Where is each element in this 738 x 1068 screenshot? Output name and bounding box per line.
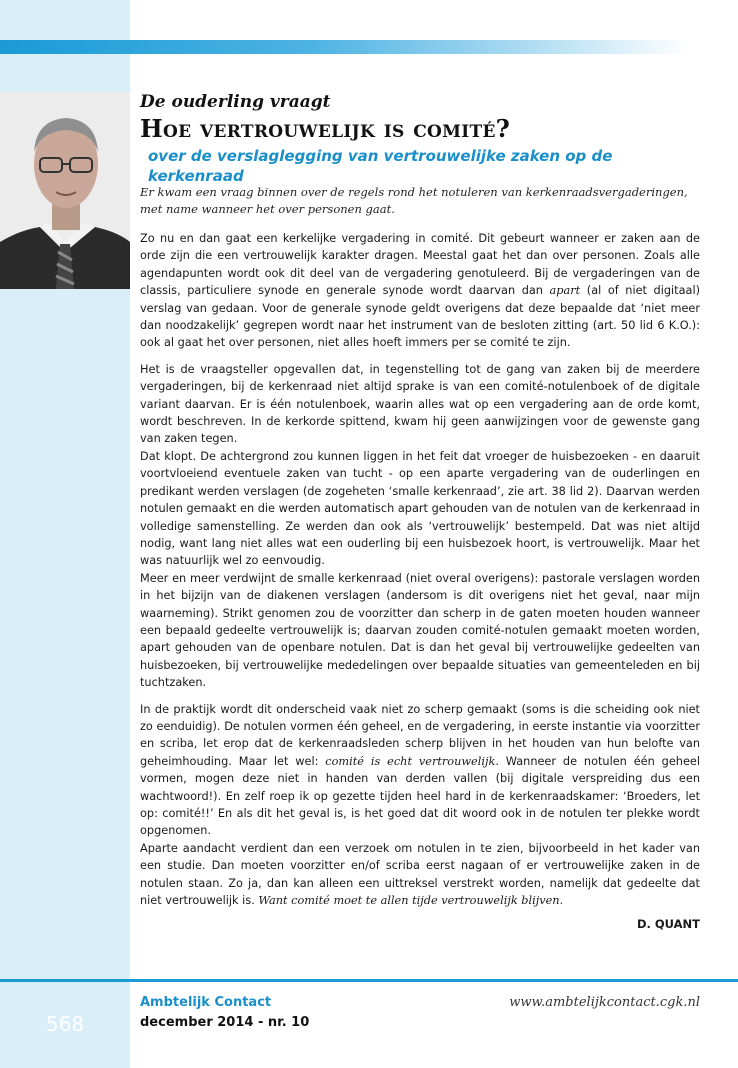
page-number: 568: [45, 1012, 85, 1036]
top-gradient-bar: [0, 40, 690, 54]
paragraph: Dat klopt. De achtergrond zou kunnen liggen in het feit dat vroeger de huisbezoeken - en daaruit voortvloeiend eventuele zaken van tucht - op een aparte vergadering van de ouderlingen en predikant werden verslagen (de zogeheten ‘smalle kerkenraad’, zie art. 38 lid 2). Daarvan werden notulen gemaakt en die werden automatisch apart gehouden van de notulen van de kerkenraad in volledige samenstelling. Ze werden dan ook als ‘vertrouwelijk’ bestempeld. Dat was niet altijd nodig, want lang niet alles wat een ouderling bij een huisbezoek hoort, is vertrouwelijk. Maar het was natuurlijk wel zo eenvoudig.: [140, 449, 700, 568]
paragraph: [140, 701, 700, 840]
paragraph: Meer en meer verdwijnt de smalle kerkenraad (niet overal overigens): pastorale verslagen worden in het bijzijn van de diakenen verslagen (andersom is dit overigens niet het geval, naar mijn waarneming). Strikt genomen zou de voorzitter dan scherp in de gaten moeten houden wanneer een bepaald gedeelte vertrouwelijk is; daarvan zouden comité-notulen gemaakt moeten worden, apart gehouden van de openbare notulen. Dat is dan het geval bij vertrouwelijke gedeelten van huisbezoeken, bij vertrouwelijke mededelingen over bepaalde situaties van gemeenteleden en bij tuchtzaken.: [140, 571, 700, 690]
paragraph: [140, 840, 700, 910]
author-photo: [0, 92, 130, 289]
article-subtitle: over de verslaglegging van vertrouwelijke zaken op de kerkenraad: [148, 147, 613, 185]
article-body: [140, 184, 700, 931]
section-kicker: De ouderling vraagt: [140, 92, 331, 112]
text-run: Aparte aandacht verdient dan een verzoek om notulen in te zien, bijvoorbeeld in het kader van een studie. Dan moeten voorzitter en/of scriba eerst nagaan of er vertrouwelijke zaken in de notulen staan. Zo ja, dan kan alleen een uittreksel verstrekt worden, namelijk dat gedeelte dat niet vertrouwelijk is.: [140, 841, 700, 908]
footer-divider: [0, 979, 738, 982]
paragraph: [140, 230, 700, 352]
text-run: In de praktijk wordt dit onderscheid vaak niet zo scherp gemaakt (soms is die scheiding ook niet zo eenduidig). De notulen vormen één geheel, en de vergadering, in eerste instantie via voorzitter en scriba, let erop dat de kerkenraadsleden scherp blijven in het houden van hun belofte van geheimhouding. Maar let wel:: [140, 702, 700, 768]
emphasis: apart: [549, 284, 581, 298]
website-link[interactable]: www.ambtelijkcontact.cgk.nl: [509, 995, 700, 1010]
footer-publication: [140, 994, 309, 1034]
text-run: (al of niet digitaal) verslag van gedaan. Voor de generale synode geldt overigens dat deze bepaalde dat ‘niet meer dan noodzakelijk’ gegrepen wordt naar het instrument van de besloten zitting (art. 50 lid 6 K.O.): ook al gaat het over personen, niet alles hoeft immers per se comité te zijn.: [140, 284, 700, 350]
paragraph: Het is de vraagsteller opgevallen dat, in tegenstelling tot de gang van zaken bij de meerdere vergaderingen, bij de kerkenraad niet altijd sprake is van een comité-notulenboek of de digitale variant daarvan. Er is één notulenboek, waarin alles wat op een vergadering aan de orde komt, wordt beschreven. In de kerkorde spittend, kwam hij geen aanwijzingen voor de gewenste gang van zaken tegen.: [140, 362, 700, 446]
issue-info: december 2014 - nr. 10: [140, 1015, 310, 1030]
article-header: [140, 92, 705, 186]
article-title: Hoe vertrouwelijk is comité?: [140, 114, 511, 143]
emphasis: Want comité moet te allen tijde vertrouwelijk blijven.: [258, 894, 564, 908]
emphasis: comité is echt vertrouwelijk: [325, 754, 496, 768]
article-intro: Er kwam een vraag binnen over de regels rond het notuleren van kerkenraadsvergaderingen, met name wanneer het over personen gaat.: [140, 185, 688, 216]
text-run: . Wanneer de notulen één geheel vormen, mogen deze niet in handen van derden vallen (bij digitale verspreiding dus een wachtwoord!). En zelf roep ik op gezette tijden heel hard in de kerkenraadskamer: ‘Broeders, let op: comité!!’ En als dit het geval is, is het goed dat dit woord ook in de notulen ter plekke wordt opgenomen.: [140, 754, 701, 838]
author-name: D. QUANT: [636, 917, 700, 932]
magazine-name: Ambtelijk Contact: [140, 995, 272, 1010]
text-run: Zo nu en dan gaat een kerkelijke vergadering in comité. Dit gebeurt wanneer er zaken aan de orde zijn die een vertrouwelijk karakter dragen. Meestal gaat het dan over personen. Zoals alle agendapunten wordt ook dit deel van de vergadering genotuleerd. Bij de vergaderingen van de classis, particuliere synode en generale synode wordt daarvan dan: [140, 232, 700, 298]
